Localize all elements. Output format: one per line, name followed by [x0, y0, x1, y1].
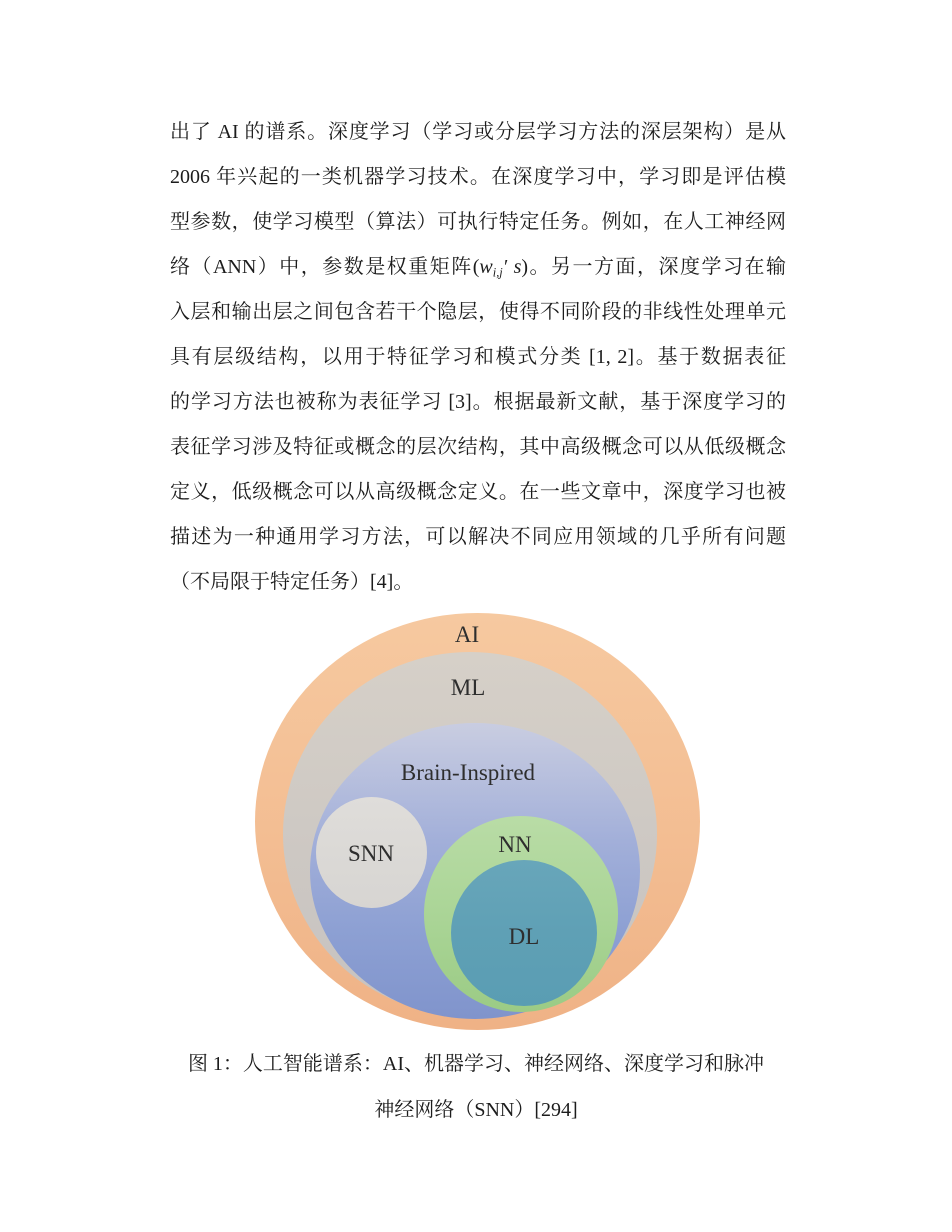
paragraph-line-11: （不局限于特定任务）[4]。 — [170, 571, 414, 593]
formula-weight-variable: w — [479, 256, 493, 278]
paragraph-line-3: 型参数，使学习模型（算法）可执行特定任务。例如，在人工神经网 — [170, 211, 786, 233]
paragraph-line-4-formula — [170, 245, 786, 290]
brain-inspired-label: Brain-Inspired — [400, 760, 536, 785]
figure-caption — [167, 1041, 785, 1133]
formula-prime: ′ — [502, 256, 514, 278]
paragraph — [170, 110, 786, 605]
paragraph-line-8: 表征学习涉及特征或概念的层次结构，其中高级概念可以从低级概念 — [170, 436, 786, 458]
paragraph-line-9: 定义，低级概念可以从高级概念定义。在一些文章中，深度学习也被 — [170, 481, 786, 503]
dl-label: DL — [508, 924, 540, 949]
paragraph-line-10: 描述为一种通用学习方法，可以解决不同应用领域的几乎所有问题 — [170, 526, 786, 548]
snn-label: SNN — [347, 841, 395, 866]
paragraph-line-2: 2006 年兴起的一类机器学习技术。在深度学习中，学习即是评估模 — [170, 166, 786, 188]
paragraph-line-6: 具有层级结构，以用于特征学习和模式分类 [1, 2]。基于数据表征 — [170, 346, 786, 368]
formula-subscript: i,j — [492, 265, 503, 280]
caption-line-1: 图 1：人工智能谱系：AI、机器学习、神经网络、深度学习和脉冲 — [187, 1053, 765, 1075]
formula-pre-text: 络（ANN）中，参数是权重矩阵( — [170, 256, 480, 278]
nn-label: NN — [498, 832, 532, 857]
ml-label: ML — [450, 675, 486, 700]
paragraph-line-7: 的学习方法也被称为表征学习 [3]。根据最新文献，基于深度学习的 — [170, 391, 786, 413]
ai-label: AI — [454, 622, 480, 647]
venn-diagram — [255, 613, 700, 1031]
formula-s-variable: s — [513, 256, 522, 278]
paragraph-line-1: 出了 AI 的谱系。深度学习（学习或分层学习方法的深层架构）是从 — [170, 121, 786, 143]
paragraph-line-5: 入层和输出层之间包含若干个隐层，使得不同阶段的非线性处理单元 — [170, 301, 786, 323]
formula-tail-text: )。另一方面，深度学习在输 — [521, 256, 786, 278]
caption-line-2: 神经网络（SNN）[294] — [374, 1099, 578, 1121]
